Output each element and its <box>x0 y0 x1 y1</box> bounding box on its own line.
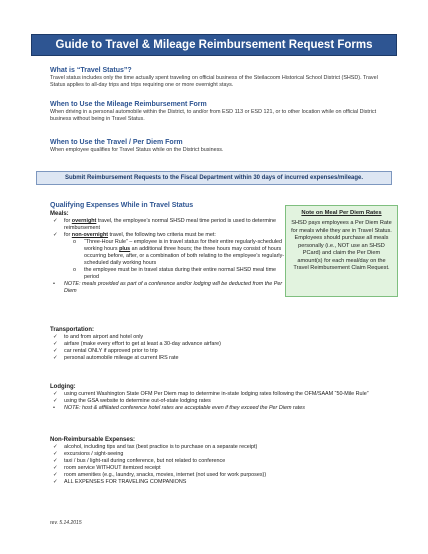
section-heading: When to Use the Mileage Reimbursement Form <box>50 101 207 108</box>
lodging-label: Lodging: <box>50 384 76 390</box>
check-icon: ✓ <box>53 348 58 354</box>
list-item: ✓ taxi / bus / light-rail during conference, but not related to conference <box>53 458 226 464</box>
non-reimbursable-section <box>50 436 395 486</box>
bullet-icon: • <box>53 281 55 287</box>
lodging-section <box>50 383 395 412</box>
section-text: When employee qualifies for Travel Status while on the District business. <box>50 147 224 153</box>
list-item: ✓ alcohol, including tips and tax (best practice is to purchase on a separate receipt) <box>53 444 258 450</box>
list-item: ✓ room amenities (e.g., laundry, snacks, movies, internet (not used for work purposes)) <box>53 472 267 478</box>
list-item: ✓ using current Washington State OFM Per Diem map to determine in-state lodging rates following the OFM/SAAM “50-Mile Rule” <box>53 391 369 397</box>
section-travel-status <box>50 66 380 89</box>
note-title: Note on Meal Per Diem Rates <box>301 210 382 216</box>
qualifying-expenses <box>50 201 285 295</box>
list-item: ✓ excursions / sight-seeing <box>53 451 124 457</box>
transportation-label: Transportation: <box>50 327 95 333</box>
circle-bullet-icon: o <box>73 239 76 245</box>
list-item: ✓ ALL EXPENSES FOR TRAVELING COMPANIONS <box>53 479 187 485</box>
check-icon: ✓ <box>53 458 58 464</box>
check-icon: ✓ <box>53 218 58 224</box>
section-heading: When to Use the Travel / Per Diem Form <box>50 139 183 146</box>
check-icon: ✓ <box>53 398 58 404</box>
check-icon: ✓ <box>53 391 58 397</box>
non-reimbursable-label: Non-Reimbursable Expenses: <box>50 437 136 443</box>
list-item: • NOTE: host & affiliated conference hotel rates are acceptable even if they exceed the Per Diem rates <box>53 405 305 411</box>
circle-bullet-icon: o <box>73 267 76 273</box>
list-item: ✓ room service WITHOUT itemized receipt <box>53 465 161 471</box>
list-item: ✓ personal automobile mileage at current IRS rate <box>53 355 179 361</box>
qualifying-heading: Qualifying Expenses While in Travel Status <box>50 202 194 209</box>
section-text: Travel status includes only the time actually spent traveling on official business of the Steilacoom Historical School District (SHSD). Travel Status applies to all-day trips and trips requiring one or more overnight stays. <box>50 75 378 88</box>
section-heading: What is “Travel Status”? <box>50 67 132 74</box>
revision-date: rev. 5.14.2015 <box>50 520 82 526</box>
check-icon: ✓ <box>53 444 58 450</box>
check-icon: ✓ <box>53 355 58 361</box>
meal-per-diem-note <box>285 205 398 297</box>
check-icon: ✓ <box>53 465 58 471</box>
check-icon: ✓ <box>53 334 58 340</box>
page-title: Guide to Travel & Mileage Reimbursement Request Forms <box>31 34 397 56</box>
list-item: ✓ for overnight travel, the employee’s normal SHSD meal time period is used to determine reimbursement <box>53 218 277 231</box>
list-item: • NOTE: meals provided as part of a conference and/or lodging will be deducted from the Per Diem <box>53 281 283 294</box>
check-icon: ✓ <box>53 341 58 347</box>
list-item: ✓ for non-overnight travel, the following two criteria must be met: <box>53 232 216 238</box>
list-item: ✓ airfare (make every effort to get at least a 30-day advance airfare) <box>53 341 221 347</box>
section-text: When driving in a personal automobile within the District, to and/or from ESD 113 or ESD 121, or to other location while on official District business without being in Travel Status. <box>50 109 377 122</box>
list-item: ✓ using the GSA website to determine out-of-state lodging rates <box>53 398 211 404</box>
list-item: ✓ car rental ONLY if approved prior to trip <box>53 348 158 354</box>
check-icon: ✓ <box>53 479 58 485</box>
check-icon: ✓ <box>53 451 58 457</box>
section-per-diem-form <box>50 138 380 154</box>
section-mileage-form <box>50 100 380 123</box>
check-icon: ✓ <box>53 232 58 238</box>
list-item: o “Three-Hour Rule” – employee is in travel status for their entire regularly-scheduled working hours plus an additional three hours; the three hours may consist of hours occurring before, after, or a combination of both relating to the employee’s regularly-scheduled daily working hours <box>73 239 285 266</box>
check-icon: ✓ <box>53 472 58 478</box>
list-item: o the employee must be in travel status during their entire normal SHSD meal time period <box>73 267 277 280</box>
bullet-icon: • <box>53 405 55 411</box>
meals-label: Meals: <box>50 211 69 217</box>
transportation-section <box>50 326 395 362</box>
submission-callout: Submit Reimbursement Requests to the Fiscal Department within 30 days of incurred expenses/mileage. <box>36 171 392 185</box>
note-text: SHSD pays employees a Per Diem Rate for meals while they are in Travel Status. Employees should purchase all meals personally (i.e., NOT use an SHSD PCard) and claim the Per Diem amount(s) for each meal/day on the Travel Reimbursement Claim Request. <box>291 220 392 271</box>
list-item: ✓ to and from airport and hotel only <box>53 334 144 340</box>
